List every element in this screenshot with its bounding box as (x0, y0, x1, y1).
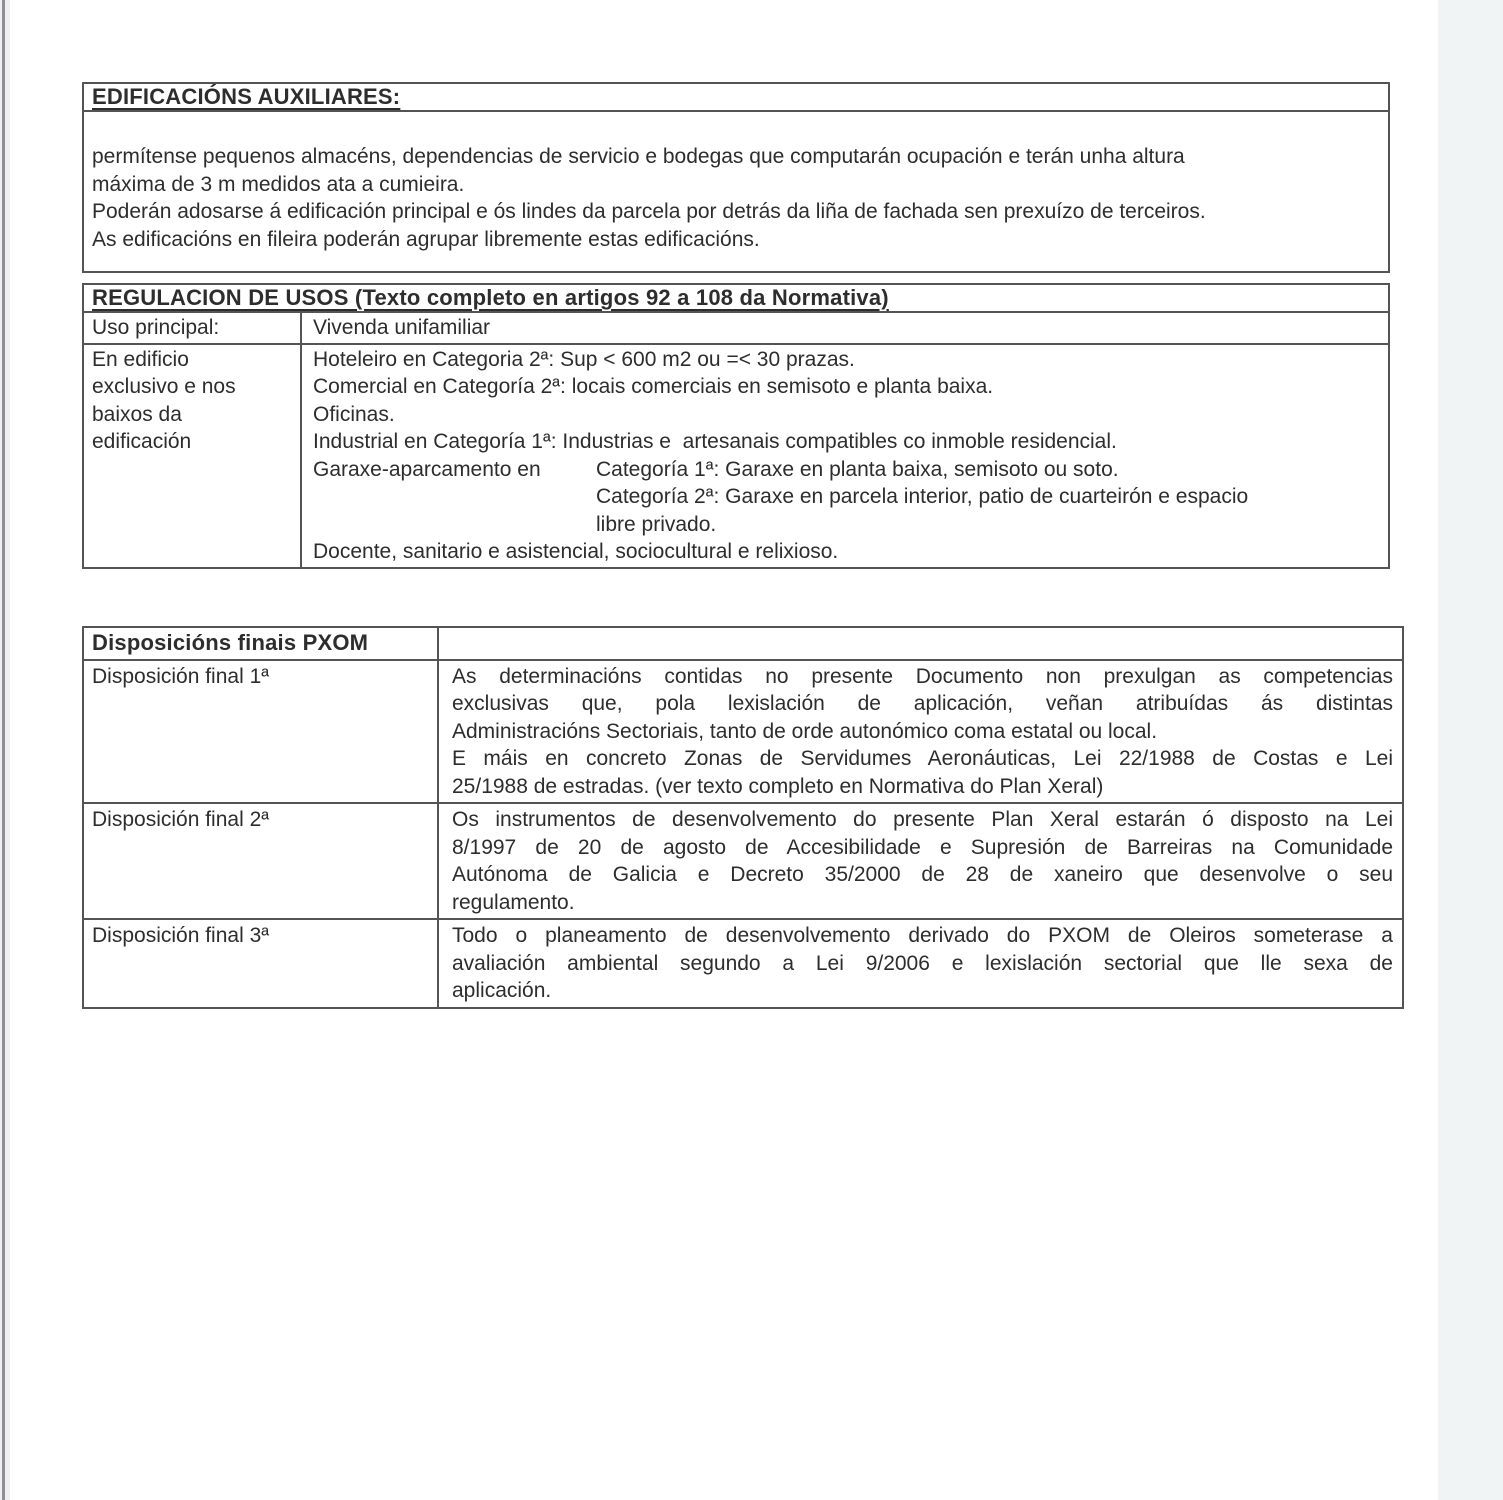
paragraph-line: permítense pequenos almacéns, dependencias de servicio e bodegas que computarán ocupación e terán unha altura (92, 145, 1185, 168)
label-line: baixos da (92, 402, 182, 426)
disposicion-line: Todo o planeamento de desenvolvemento derivado do PXOM de Oleiros someterase a (452, 924, 1393, 947)
en-edificio-content-cell (301, 344, 1389, 568)
table-row (83, 803, 1403, 919)
disposicions-header-cell (83, 627, 438, 660)
disposicion-content-cell (438, 803, 1403, 919)
usos-content-line-garaxe (313, 456, 1380, 484)
disposicion-line: Administracións Sectoriais, tanto de orde autonómico coma estatal ou local. (452, 719, 1158, 743)
disposicion-line: E máis en concreto Zonas de Servidumes Aeronáuticas, Lei 22/1988 de Costas e Lei (452, 747, 1393, 770)
usos-content-line: Comercial en Categoría 2ª: locais comerciais en semisoto e planta baixa. (313, 375, 994, 398)
disposicion-label: Disposición final 3ª (83, 919, 438, 1008)
disposicions-table (82, 626, 1404, 1009)
disposicion-line: regulamento. (452, 890, 575, 914)
disposicion-line: 25/1988 de estradas. (ver texto completo en Normativa do Plan Xeral) (452, 774, 1104, 798)
uso-principal-label: Uso principal: (83, 312, 301, 344)
regulacion-usos-table (82, 283, 1390, 569)
usos-content-line: Industrial en Categoría 1ª: Industrias e artesanais compatibles co inmoble residencial. (313, 430, 1117, 453)
uso-principal-value: Vivenda unifamiliar (301, 312, 1389, 344)
disposicion-content-cell (438, 660, 1403, 804)
disposicion-line: Autónoma de Galicia e Decreto 35/2000 de 28 de xaneiro que desenvolve o seu (452, 863, 1393, 886)
auxiliares-body-cell (83, 111, 1389, 272)
usos-content-line-indented: libre privado. (596, 512, 717, 536)
document-page (82, 82, 1404, 1009)
window-edge-line (2, 0, 5, 1500)
garaxe-label: Garaxe-aparcamento en (313, 457, 541, 481)
usos-content-line-indented: Categoría 2ª: Garaxe en parcela interior, patio de cuarteirón e espacio (596, 485, 1249, 508)
label-line: edificación (92, 430, 192, 453)
table-row (83, 660, 1403, 804)
disposicion-line: Os instrumentos de desenvolvemento do presente Plan Xeral estarán ó disposto na Lei (452, 808, 1393, 831)
disposicion-line: 8/1997 de 20 de agosto de Accesibilidade e Supresión de Barreiras na Comunidade (452, 835, 1393, 859)
usos-title: REGULACION DE USOS (Texto completo en artigos 92 a 108 da Normativa) (92, 285, 889, 310)
disposicion-line: aplicación. (452, 979, 552, 1002)
usos-content-line: Oficinas. (313, 402, 395, 426)
disposicion-line: As determinacións contidas no presente Documento non prexulgan as competencias (452, 664, 1393, 688)
usos-content-line: Hoteleiro en Categoria 2ª: Sup < 600 m2 ou =< 30 prazas. (313, 347, 855, 371)
auxiliares-title: EDIFICACIÓNS AUXILIARES: (92, 84, 401, 109)
disposicion-label: Disposición final 1ª (83, 660, 438, 804)
disposicions-header-empty-cell (438, 627, 1403, 660)
disposicion-line: avaliación ambiental segundo a Lei 9/2006 e lexislación sectorial que lle sexa de (452, 951, 1393, 975)
disposicion-label: Disposición final 2ª (83, 803, 438, 919)
table-row (83, 919, 1403, 1008)
label-line: exclusivo e nos (92, 375, 236, 398)
paragraph-line: Poderán adosarse á edificación principal e ós lindes da parcela por detrás da liña de fachada sen prexuízo de terceiros. (92, 200, 1206, 223)
disposicion-line: exclusivas que, pola lexislación de aplicación, veñan atribuídas ás distintas (452, 692, 1393, 715)
usos-content-line: Docente, sanitario e asistencial, sociocultural e relixioso. (313, 540, 839, 563)
auxiliares-table (82, 82, 1390, 273)
disposicions-title: Disposicións finais PXOM (92, 629, 369, 655)
disposicion-content-cell (438, 919, 1403, 1008)
paragraph-line: máxima de 3 m medidos ata a cumieira. (92, 172, 465, 196)
window-edge-strip (0, 0, 10, 1500)
usos-header-cell (83, 284, 1389, 312)
paragraph-line: As edificacións en fileira poderán agrupar libremente estas edificacións. (92, 227, 760, 251)
label-line: En edificio (92, 347, 189, 371)
auxiliares-header-cell (83, 83, 1389, 111)
en-edificio-label-cell (83, 344, 301, 568)
right-margin-strip (1438, 0, 1503, 1500)
garaxe-categoria-1: Categoría 1ª: Garaxe en planta baixa, semisoto ou soto. (596, 457, 1119, 481)
